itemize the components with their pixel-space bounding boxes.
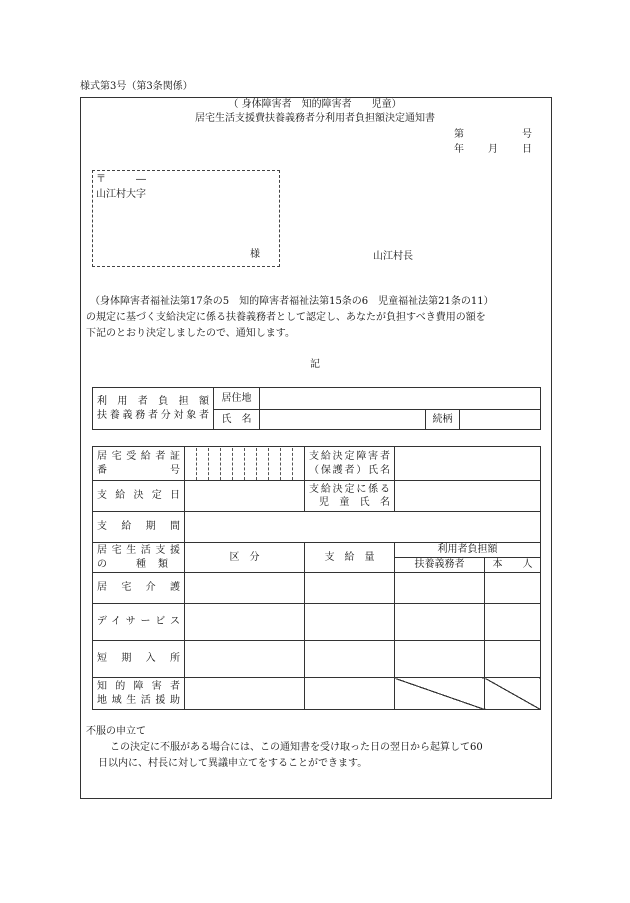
period-label: 支給期間: [93, 512, 185, 543]
service-row-amount: [305, 604, 395, 641]
decision-date-value: [185, 481, 305, 512]
service-row-supporter: [395, 604, 485, 641]
service-row-person: [485, 573, 541, 604]
child-value: [395, 481, 541, 512]
service-row-label: 短期入所: [93, 641, 185, 678]
service-row-supporter: [395, 641, 485, 678]
relation-value: [460, 410, 541, 430]
relation-label: 続柄: [426, 410, 460, 430]
categories-line: （ 身体障害者 知的障害者 児童）: [228, 99, 402, 110]
address-line: 山江村大字: [96, 189, 146, 200]
target-label: 利用者負担額 扶養義務者分対象者: [93, 388, 214, 430]
name-value: [260, 410, 426, 430]
service-row-category: [185, 678, 305, 710]
appeal-text-2: 日以内に、村長に対して異議申立てをすることができます。: [98, 758, 368, 769]
date-month: 月: [488, 144, 498, 155]
person-header: 本 人: [485, 558, 541, 573]
sender-name: 山江村長: [373, 251, 413, 262]
service-row-category: [185, 573, 305, 604]
service-row-amount: [305, 641, 395, 678]
service-row-supporter: [395, 573, 485, 604]
appeal-text-1: この決定に不服がある場合には、この通知書を受け取った日の翌日から起算して60: [110, 742, 483, 753]
service-row-category: [185, 641, 305, 678]
amount-header: 支 給 量: [305, 543, 395, 573]
service-row-amount: [305, 573, 395, 604]
ki-heading: 記: [310, 359, 320, 370]
honorific: 様: [250, 249, 260, 260]
supporter-header: 扶養義務者: [395, 558, 485, 573]
service-row-amount: [305, 678, 395, 710]
service-type-label: 居宅生活支援 の 種類: [93, 543, 185, 573]
date-year: 年: [454, 144, 464, 155]
number-prefix: 第: [454, 129, 464, 140]
address-value: [260, 388, 541, 410]
body-line-2: の規定に基づく支給決定に係る扶養義務者として認定し、あなたが負担すべき費用の額を: [86, 312, 486, 323]
body-line-3: 下記のとおり決定しましたので、通知します。: [86, 328, 295, 339]
target-person-table: [92, 387, 541, 430]
name-label: 氏 名: [214, 410, 260, 430]
guardian-value: [395, 447, 541, 481]
service-row-label: 知的障害者 地域生活援助: [93, 678, 185, 710]
appeal-heading: 不服の申立て: [86, 726, 146, 737]
service-row-category: [185, 604, 305, 641]
service-row-supporter-struck: [395, 678, 485, 710]
decision-date-label: 支給決定日: [93, 481, 185, 512]
service-row-label: デイサービス: [93, 604, 185, 641]
service-row-person-struck: [485, 678, 541, 710]
service-row-person: [485, 641, 541, 678]
document-title: 居宅生活支援費扶養義務者分利用者負担額決定通知書: [195, 113, 435, 124]
body-line-1: （身体障害者福祉法第17条の5 知的障害者福祉法第15条の6 児童福祉法第21条の11）: [90, 296, 494, 307]
address-label: 居住地: [214, 388, 260, 410]
date-day: 日: [522, 144, 532, 155]
category-header: 区 分: [185, 543, 305, 573]
service-row-label: 居宅介護: [93, 573, 185, 604]
guardian-label: 支給決定障害者 （保護者）氏名: [305, 447, 395, 481]
service-table: [92, 446, 541, 710]
period-value: [185, 512, 541, 543]
number-suffix: 号: [522, 129, 532, 140]
postal-code: 〒 ―: [96, 174, 146, 185]
form-number: 様式第3号（第3条関係）: [80, 81, 193, 92]
child-label: 支給決定に係る 児童氏名: [305, 481, 395, 512]
service-row-person: [485, 604, 541, 641]
cert-number-label: 居宅受給者証 番 号: [93, 447, 185, 481]
burden-header: 利用者負担額: [395, 543, 541, 558]
cert-number-boxes: [185, 447, 305, 481]
